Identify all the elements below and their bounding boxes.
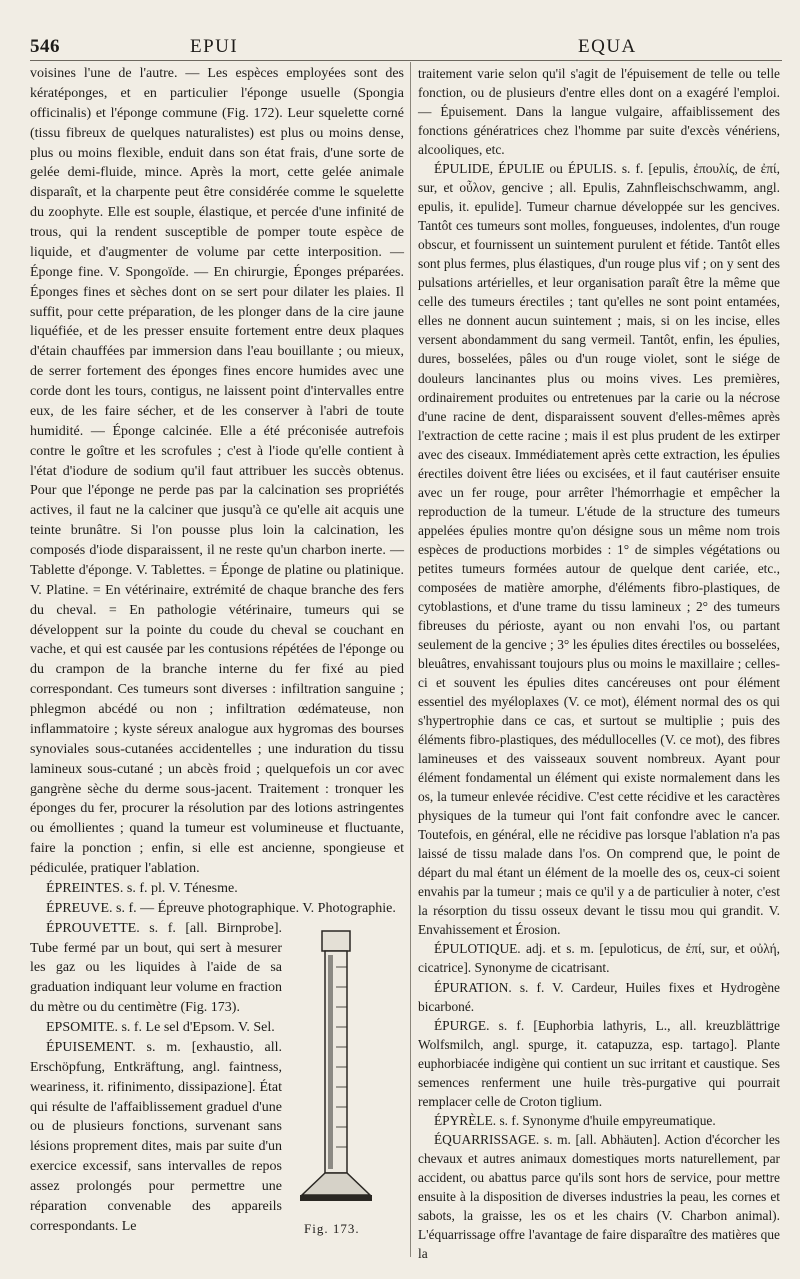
entry-epurge: ÉPURGE. s. f. [Euphorbia lathyris, L., all. kreuzblättrige Wolfsmilch, angl. spurge, it. catapuzza, esp. tartago]. Plante euphorbiacée indigène qui contient un suc irritant et caustique. Ses semences renferment une huile très-purgative qui pourrait remplacer celle de Croton tiglium. xyxy=(418,1017,780,1109)
graduated-cylinder-illustration xyxy=(292,927,392,1217)
figure-caption: Fig. 173. xyxy=(304,1220,360,1236)
guide-word-left: EPUI xyxy=(190,36,239,57)
entry-epreintes: ÉPREINTES. s. f. pl. V. Ténesme. xyxy=(46,880,238,896)
entry-epsomite: EPSOMITE. s. f. Le sel d'Epsom. V. Sel. xyxy=(46,1020,275,1035)
right-column xyxy=(418,64,780,1263)
entry-epyrele: ÉPYRÈLE. s. f. Synonyme d'huile empyreumatique. xyxy=(434,1112,716,1128)
entry-epuration: ÉPURATION. s. f. V. Cardeur, Huiles fixes et Hydrogène bicarboné. xyxy=(418,979,780,1014)
figure-173 xyxy=(292,927,400,1249)
entry-epreuve: ÉPREUVE. s. f. — Épreuve photographique. V. Photographie. xyxy=(46,900,396,916)
guide-word-right: EQUA xyxy=(578,36,637,57)
entry-eponge-continued: voisines l'une de l'autre. — Les espèces employées sont des kératéponges, et en particulier l'éponge usuelle (Spongia officinalis) et l'éponge commune (Fig. 172). Leur squelette corné (tissu fibreux de quelques naturalistes) est plus ou moins dense, plus ou moins flexible, enduit dans son état frais, d'une sorte de gelée demi-fluide, mince. Après la mort, cette gelée animale disparaît, et la charpente peut être considérée comme le squelette du zoophyte. Elle est souple, élastique, et percée d'une infinité de trous, qui la rendent susceptible de pomper toute espèce de liquide, et d'augmenter de volume par cette interposition. — Éponge fine. V. Spongoïde. — En chirurgie, Éponges préparées. Éponges fines et sèches dont on se sert pour dilater les plaies. Il suffit, pour cette préparation, de les plonger dans de la cire jaune liquéfiée, et de les presser ensuite fortement entre deux plaques d'étain chauffées par immersion dans l'eau bouillante ; ou mieux, de serrer fortement des éponges fines encore humides avec une corde dont les tours, contigus, ne laissent point d'intervalles entre eux, de les faire sécher, et de les conserver à l'abri de toute humidité. — Éponge calcinée. Elle a été préconisée autrefois contre le goître et les scrofules ; c'est à l'iode qu'elle contient à l'état d'iodure de sodium qu'il faut attribuer les succès obtenus. Pour que l'éponge ne perde pas par la calcination ses propriétés actives, il faut ne la calciner que jusqu'à ce qu'elle ait acquis une teinte brunâtre. Si l'on pousse plus loin la calcination, les composés d'iode disparaissent, il ne reste qu'un charbon inerte. — Tablette d'éponge. V. Tablettes. = Éponge de platine ou platinique. V. Platine. = En vétérinaire, extrémité de chaque branche des fers du cheval. = En pathologie vétérinaire, tumeurs qui se développent sur la pointe du coude du cheval se couchant en vache, et qui est causée par les contusions répétées de l'éponge ou du crampon de la branche interne du fer fixé au pied correspondant. Ces tumeurs sont diverses : infiltration sanguine ; phlegmon abcédé ou non ; infiltration œdémateuse, non inflammatoire ; kyste séreux analogue aux hygromas des bourses synoviales sous-cutanées accidentelles ; une induration du tissu lamineux sous-cutané ; un abcès froid ; quelquefois un cor avec gangrène sèche du derme sous-jacent. Traitement : tronquer les éponges du fer, procurer la résolution par des lotions astringentes ou émollientes ; quand la tumeur est volumineuse et fluctuante, faire la ponction ; enfin, si elle est ancienne, spongieuse et pédiculée, pratiquer l'ablation. xyxy=(30,66,404,876)
entry-equarrissage: ÉQUARRISSAGE. s. m. [all. Abhäuten]. Action d'écorcher les chevaux et autres animaux domestiques morts naturellement, par accident, ou abattus parce qu'ils sont hors de service, pour mettre ensuite à la disposition de diverses industries la peau, les cornes et sabots, la graisse, les os et les chairs (V. Charbon animal). L'équarrissage offre l'avantage de faire disparaître des matières que la xyxy=(418,1131,780,1261)
entry-epuisement: ÉPUISEMENT. s. m. [exhaustio, all. Erschöpfung, Entkräftung, angl. faintness, weariness, it. rifinimento, dissipazione]. État qui résulte de l'affaiblissement graduel d'une ou de plusieurs fonctions, survenant sans lésions proprement dites, mais par suite d'un exercice excessif, sans intervalles de repos assez prolongés pour permettre une réparation convenable des appareils correspondants. Le xyxy=(30,1039,282,1234)
entry-epulotique: ÉPULOTIQUE. adj. et s. m. [epuloticus, de ἐπί, sur, et οὐλή, cicatrice]. Synonyme de cicatrisant. xyxy=(418,941,780,976)
entry-epuisement-continued: traitement varie selon qu'il s'agit de l'épuisement de telle ou telle fonction, ou de plusieurs d'entre elles dont on a exagéré l'emploi. — Épuisement. Dans la langue vulgaire, affaiblissement des fonctions génératrices chez l'homme par suite d'excès vénériens, alcooliques, etc. xyxy=(418,66,780,158)
header-rule xyxy=(30,60,782,61)
column-divider xyxy=(410,62,411,1257)
entry-eprouvette: ÉPROUVETTE. s. f. [all. Birnprobe]. Tube fermé par un bout, qui sert à mesurer les gaz ou les liquides à l'aide de sa graduation indiquant leur volume en fraction du mètre ou du centimètre (Fig. 173). xyxy=(30,920,282,1016)
entry-epulide: ÉPULIDE, ÉPULIE ou ÉPULIS. s. f. [epulis, ἐπουλίς, de ἐπί, sur, et οὖλον, gencive ; all. Epulis, Zahnfleischschwamm, angl. epulis, it. epulide]. Tumeur charnue développée sur les gencives. Tantôt ces tumeurs sont molles, fongueuses, indolentes, d'un rouge obscur, et fournissent un suintement purulent et fétide. Tantôt elles sont plus fermes, plus élastiques, d'un rouge plus vif ; on y sent des pulsations artérielles, et leur organisation paraît être la même que celle des tumeurs érectiles ; tant qu'elles ne sont point entamées, elles ne donnent aucun suintement ; mais, si on les incise, elles versent abondamment du sang vermeil. Tantôt, enfin, les épulies, dures, bosselées, pâles ou d'un rouge violet, sont le siége de douleurs lancinantes plus ou moins vives. Les premières, ordinairement produites ou entretenues par la carie ou la nécrose d'une racine de dent, disparaissent souvent d'elles-mêmes après l'extraction de cette racine ; mais il est plus prudent de les extirper avec des ciseaux. Immédiatement après cette extraction, les épulies érectiles doivent être liées ou excisées, et il faut cautériser ensuite avec un fer rouge, pour arrêter l'hémorrhagie et empêcher la reproduction de la tumeur. L'étude de la structure des tumeurs appelées épulies montre qu'on désigne sous un même nom trois espèces de productions morbides : 1° de simples végétations ou petites tumeurs formées autour de quelque dent cariée, etc., composées de matière amorphe, d'éléments fibro-plastiques, de cytoblastions, et d'une trame du tissu lamineux ; 2° des tumeurs fibreuses du périoste, ayant ou non envahi l'os, ou partant seulement de la gencive ; 3° les épulies dites érectiles ou bosselées, bleuâtres, envahissant toujours plus ou moins le maxillaire ; celles-ci et souvent les épulies dites cancéreuses ont pour élément essentiel des myéloplaxes (V. ce mot), élément normal des os qui s'hypertrophie dans ce cas, et surtout se multiplie ; puis des éléments fibro-plastiques, des médullocelles (V. ce mot), des fibres lamineuses et des vaisseaux souvent nombreux. Ayant pour élément fondamental un élément qui existe normalement dans les os, la tumeur enlevée récidive. C'est cette récidive et les caractères physiques de la tumeur qui l'ont fait confondre avec le cancer. Toutefois, en général, elle ne récidive pas lorsque l'ablation n'a pas laissé de tissu malade dans l'os. On comprend que, le point de départ du mal étant un élément de la moelle des os, ceux-ci soient envahis par la tumeur ; mais ce qu'il y a de particulier à noter, c'est la résorption du tissu osseux devant le tissu mou qui grandit. V. Envahissement et Érosion. xyxy=(418,161,780,938)
left-column xyxy=(30,64,404,1253)
page-number: 546 xyxy=(30,36,60,57)
